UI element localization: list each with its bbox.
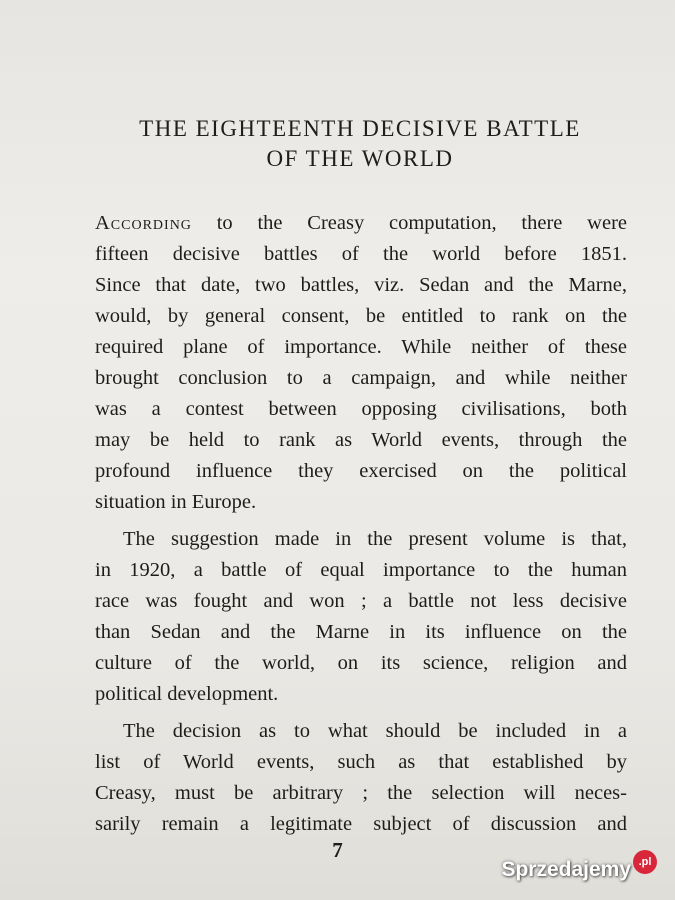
text-line: race was fought and won ; a battle not less decisive — [95, 590, 627, 612]
text-line: culture of the world, on its science, religion and — [95, 652, 627, 674]
text-line: would, by general consent, be entitled to rank on the — [95, 305, 627, 327]
text-line: fifteen decisive battles of the world before 1851. — [95, 243, 627, 265]
chapter-title-line-1: THE EIGHTEENTH DECISIVE BATTLE — [139, 116, 581, 141]
text-line: sarily remain a legitimate subject of discussion and — [95, 813, 627, 835]
drop-lead-word: According — [95, 212, 192, 234]
watermark-text: Sprzedajemy — [501, 858, 631, 881]
text-line: Creasy, must be arbitrary ; the selection will neces- — [95, 782, 627, 804]
page-number: 7 — [332, 838, 343, 862]
text-line: situation in Europe. — [95, 491, 257, 513]
watermark-logo — [501, 858, 657, 882]
chapter-body — [95, 208, 627, 840]
chapter-title — [80, 114, 640, 174]
paragraph-3 — [95, 716, 627, 840]
text-line: required plane of importance. While neither of these — [95, 336, 627, 358]
text-line: Since that date, two battles, viz. Sedan and the Marne, — [95, 274, 627, 296]
text-line: list of World events, such as that established by — [95, 751, 627, 773]
text-line: brought conclusion to a campaign, and while neither — [95, 367, 627, 389]
watermark-badge: .pl — [633, 850, 657, 874]
text-line: profound influence they exercised on the political — [95, 460, 627, 482]
text-line: in 1920, a battle of equal importance to the human — [95, 559, 627, 581]
text-line: than Sedan and the Marne in its influence on the — [95, 621, 627, 643]
text-line: was a contest between opposing civilisations, both — [95, 398, 627, 420]
text-line: may be held to rank as World events, through the — [95, 429, 627, 451]
text-line: to the Creasy computation, there were — [191, 212, 627, 234]
chapter-title-line-2: OF THE WORLD — [266, 146, 454, 171]
text-line: political development. — [95, 683, 279, 705]
paragraph-2 — [95, 524, 627, 710]
text-line: The decision as to what should be included in a — [123, 720, 627, 742]
paragraph-1 — [95, 208, 627, 518]
text-line: The suggestion made in the present volume is that, — [123, 528, 627, 550]
